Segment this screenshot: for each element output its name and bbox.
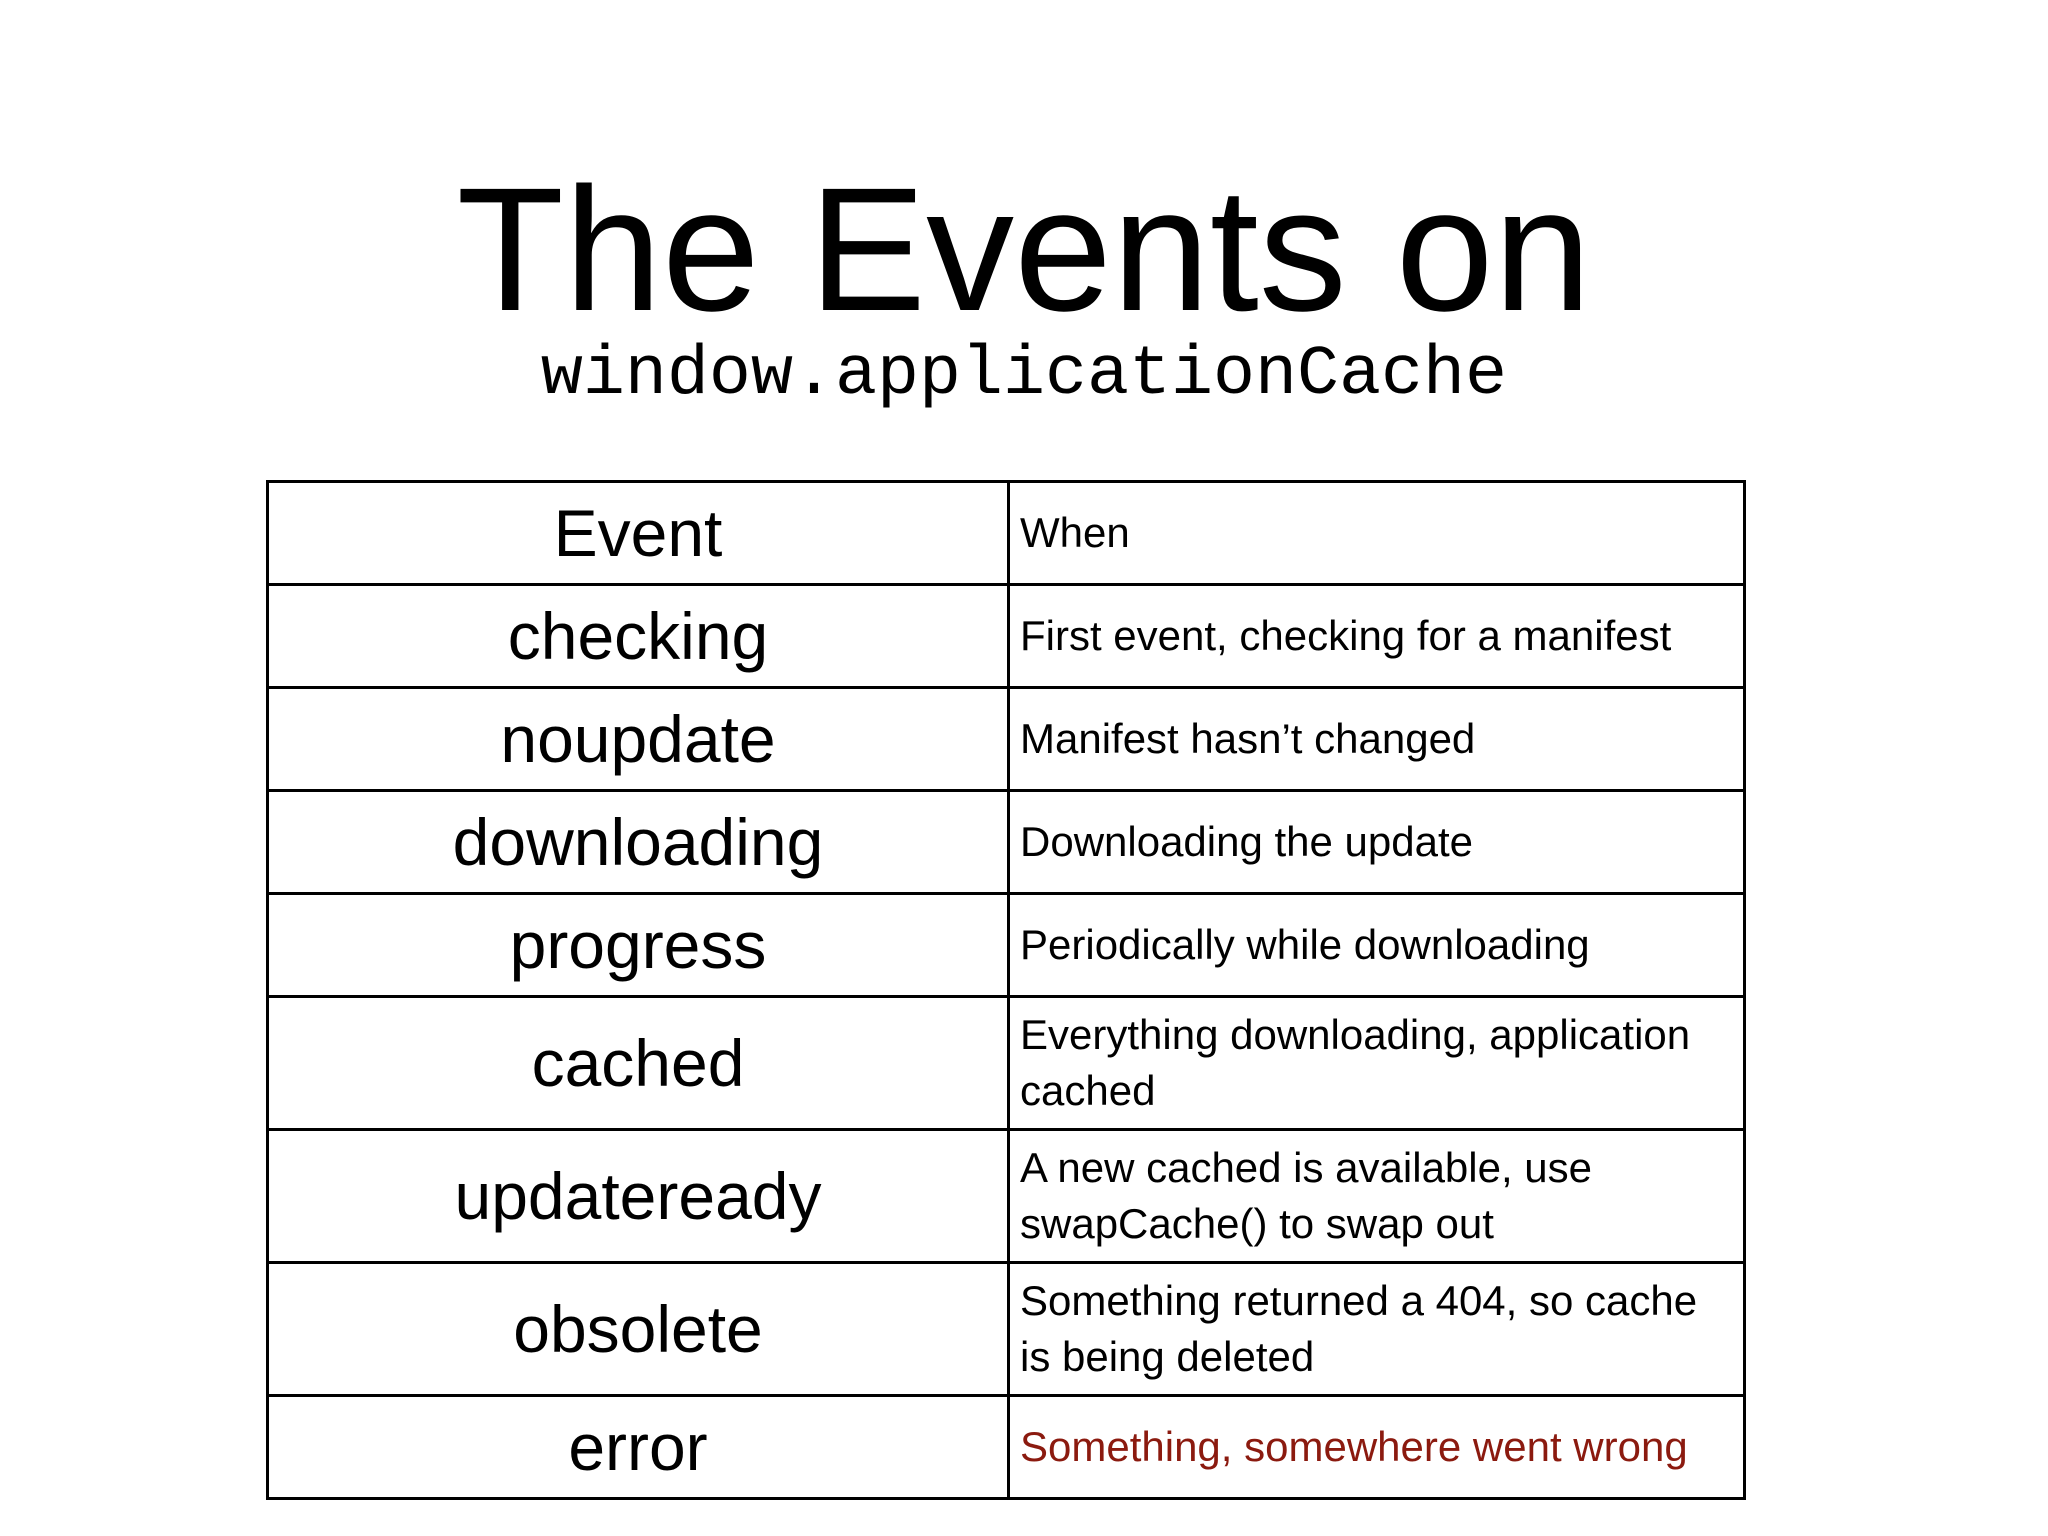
event-name: obsolete bbox=[268, 1263, 1009, 1396]
table-header-row bbox=[268, 482, 1745, 585]
event-description: Something returned a 404, so cache is being deleted bbox=[1009, 1263, 1745, 1396]
event-description: Manifest hasn’t changed bbox=[1009, 688, 1745, 791]
event-name: noupdate bbox=[268, 688, 1009, 791]
event-name: cached bbox=[268, 997, 1009, 1130]
events-table bbox=[266, 480, 1746, 1500]
event-description: Everything downloading, application cached bbox=[1009, 997, 1745, 1130]
slide-subtitle: window.applicationCache bbox=[540, 336, 1508, 415]
table-row bbox=[268, 997, 1745, 1130]
event-description: Periodically while downloading bbox=[1009, 894, 1745, 997]
table-row bbox=[268, 791, 1745, 894]
table-row bbox=[268, 1263, 1745, 1396]
event-description-error: Something, somewhere went wrong bbox=[1009, 1396, 1745, 1499]
event-description: A new cached is available, use swapCache() to swap out bbox=[1009, 1130, 1745, 1263]
event-name: updateready bbox=[268, 1130, 1009, 1263]
table-row bbox=[268, 894, 1745, 997]
event-description: Downloading the update bbox=[1009, 791, 1745, 894]
event-description: First event, checking for a manifest bbox=[1009, 585, 1745, 688]
table-row bbox=[268, 585, 1745, 688]
table-row bbox=[268, 688, 1745, 791]
header-event: Event bbox=[268, 482, 1009, 585]
header-when: When bbox=[1009, 482, 1745, 585]
event-name: error bbox=[268, 1396, 1009, 1499]
event-name: checking bbox=[268, 585, 1009, 688]
event-name: downloading bbox=[268, 791, 1009, 894]
event-name: progress bbox=[268, 894, 1009, 997]
slide-title: The Events on bbox=[456, 152, 1592, 348]
table-row bbox=[268, 1130, 1745, 1263]
table-row bbox=[268, 1396, 1745, 1499]
